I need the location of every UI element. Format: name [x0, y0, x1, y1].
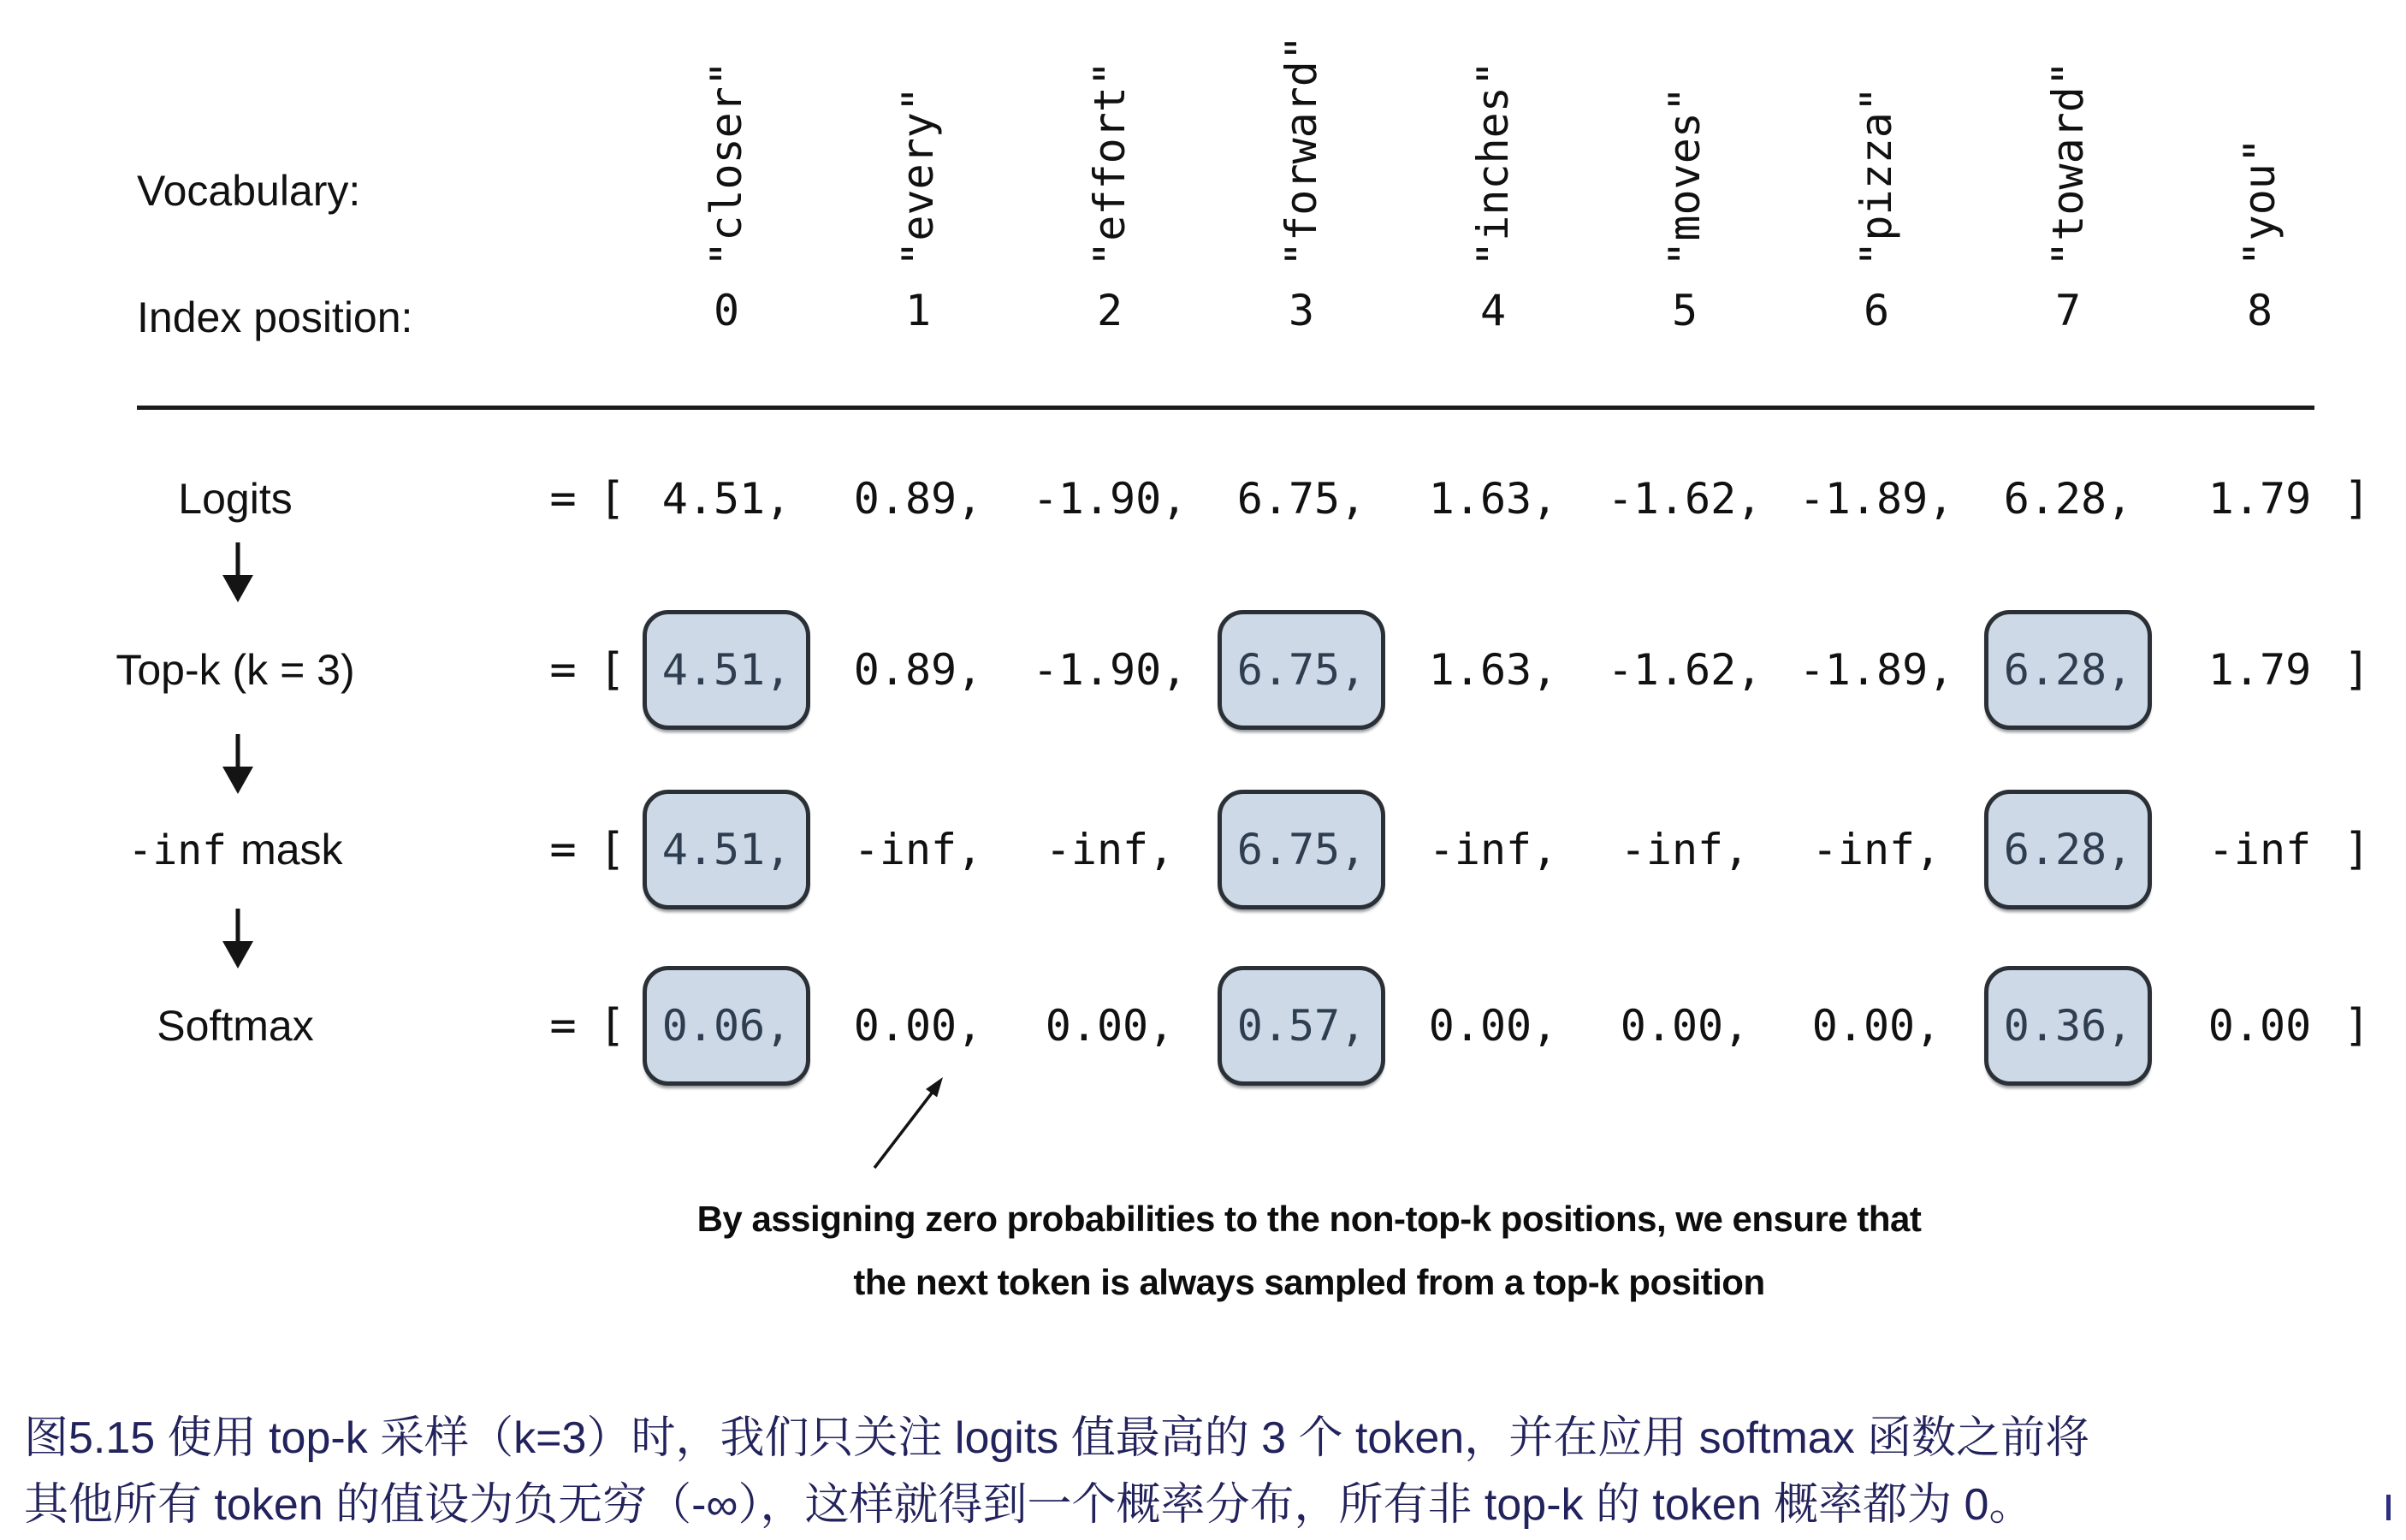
index-number: 8 [2246, 286, 2273, 335]
vocabulary-label: Vocabulary: [137, 167, 361, 215]
logits-value: -1.89, [1799, 474, 1954, 524]
highlight-box [643, 610, 810, 730]
index-number: 6 [1863, 286, 1890, 335]
row-label-softmax: Softmax [157, 1002, 314, 1050]
inf-value: 6.75, [1236, 825, 1366, 874]
figure-caption [24, 1405, 2089, 1538]
softmax-row [0, 963, 2406, 1088]
open-bracket: [ [598, 1000, 625, 1051]
softmax-value: 0.00, [1620, 1001, 1750, 1051]
equals-sign: = [549, 473, 577, 524]
close-bracket: ] [2344, 644, 2371, 696]
inf-value: -inf, [1428, 825, 1558, 874]
logits-value: 6.28, [2003, 474, 2133, 524]
logits-value: 4.51, [661, 474, 791, 524]
row-label-logits: Logits [178, 475, 293, 523]
index-number: 3 [1288, 286, 1315, 335]
highlight-box [643, 966, 810, 1086]
text-cursor [2386, 1495, 2391, 1520]
index-number: 0 [713, 286, 740, 335]
row-label-topk: Top-k (k = 3) [116, 646, 355, 694]
equals-sign: = [549, 824, 577, 875]
open-bracket: [ [598, 473, 625, 524]
softmax-value: 0.57, [1236, 1001, 1366, 1051]
highlight-box [1218, 790, 1385, 909]
highlight-box [1218, 610, 1385, 730]
index-number: 4 [1479, 286, 1507, 335]
index-number: 5 [1671, 286, 1698, 335]
equals-sign: = [549, 644, 577, 696]
softmax-value: 0.00, [1428, 1001, 1558, 1051]
annotation-text [684, 1188, 1934, 1314]
vocab-word: "pizza" [1852, 86, 1901, 267]
highlight-box [1984, 966, 2152, 1086]
logits-value: 0.89, [853, 474, 983, 524]
softmax-value: 0.00, [853, 1001, 983, 1051]
vocab-word: "effort" [1085, 61, 1135, 267]
down-arrow-icon [217, 909, 258, 970]
vocabulary-words-row [631, 0, 2356, 267]
inf-value: 4.51, [661, 825, 791, 874]
open-bracket: [ [598, 824, 625, 875]
softmax-value: 0.36, [2003, 1001, 2133, 1051]
index-positions-row [631, 286, 2356, 335]
annotation-arrow-icon [860, 1068, 963, 1175]
vocab-word: "closer" [702, 61, 751, 267]
caption-line: 图5.15 使用 top-k 采样（k=3）时，我们只关注 logits 值最高的 3 个 token，并在应用 softmax 函数之前将 [24, 1413, 2090, 1463]
topk-value: 1.63, [1428, 645, 1558, 695]
topk-value: 4.51, [661, 645, 791, 695]
vocab-word: "inches" [1468, 61, 1518, 267]
vocabulary-header [0, 0, 2406, 402]
vocab-word: "forward" [1277, 35, 1326, 267]
inf-value: -inf, [1811, 825, 1941, 874]
highlight-box [643, 790, 810, 909]
inf-value: -inf [2207, 825, 2312, 874]
inf-value: 6.28, [2003, 825, 2133, 874]
topk-value: 6.28, [2003, 645, 2133, 695]
logits-row [0, 467, 2406, 530]
softmax-value: 0.00 [2207, 1001, 2312, 1051]
inf-value: -inf, [1045, 825, 1175, 874]
topk-value: 0.89, [853, 645, 983, 695]
inf-mask-row [0, 787, 2406, 912]
index-number: 1 [904, 286, 932, 335]
logits-value: 1.79 [2207, 474, 2312, 524]
index-number: 7 [2054, 286, 2082, 335]
softmax-value: 0.00, [1811, 1001, 1941, 1051]
topk-value: -1.90, [1032, 645, 1188, 695]
close-bracket: ] [2344, 473, 2371, 524]
row-label-inf-mask: -inf mask [127, 826, 343, 874]
logits-value: 6.75, [1236, 474, 1366, 524]
logits-value: -1.90, [1032, 474, 1188, 524]
equals-sign: = [549, 1000, 577, 1051]
topk-value: 1.79 [2207, 645, 2312, 695]
softmax-value: 0.06, [661, 1001, 791, 1051]
index-number: 2 [1096, 286, 1123, 335]
down-arrow-icon [217, 542, 258, 604]
topk-row [0, 607, 2406, 732]
close-bracket: ] [2344, 824, 2371, 875]
highlight-box [1984, 790, 2152, 909]
topk-value: 6.75, [1236, 645, 1366, 695]
close-bracket: ] [2344, 1000, 2371, 1051]
highlight-box [1984, 610, 2152, 730]
inf-value: -inf, [1620, 825, 1750, 874]
logits-value: 1.63, [1428, 474, 1558, 524]
highlight-box [1218, 966, 1385, 1086]
caption-line: 其他所有 token 的值设为负无穷（-∞），这样就得到一个概率分布，所有非 top-k 的 token 概率都为 0。 [24, 1480, 2034, 1530]
separator-line [137, 406, 2314, 410]
annotation-line: the next token is always sampled from a top-k position [853, 1262, 1765, 1302]
softmax-value: 0.00, [1045, 1001, 1175, 1051]
inf-value: -inf, [853, 825, 983, 874]
vocab-word: "you" [2235, 138, 2285, 267]
logits-value: -1.62, [1607, 474, 1763, 524]
index-position-label: Index position: [137, 293, 413, 341]
topk-value: -1.62, [1607, 645, 1763, 695]
vocab-word: "every" [893, 86, 943, 267]
vocab-word: "moves" [1660, 86, 1710, 267]
vocab-word: "toward" [2043, 61, 2093, 267]
topk-value: -1.89, [1799, 645, 1954, 695]
open-bracket: [ [598, 644, 625, 696]
annotation-line: By assigning zero probabilities to the non-top-k positions, we ensure that [696, 1199, 1922, 1239]
